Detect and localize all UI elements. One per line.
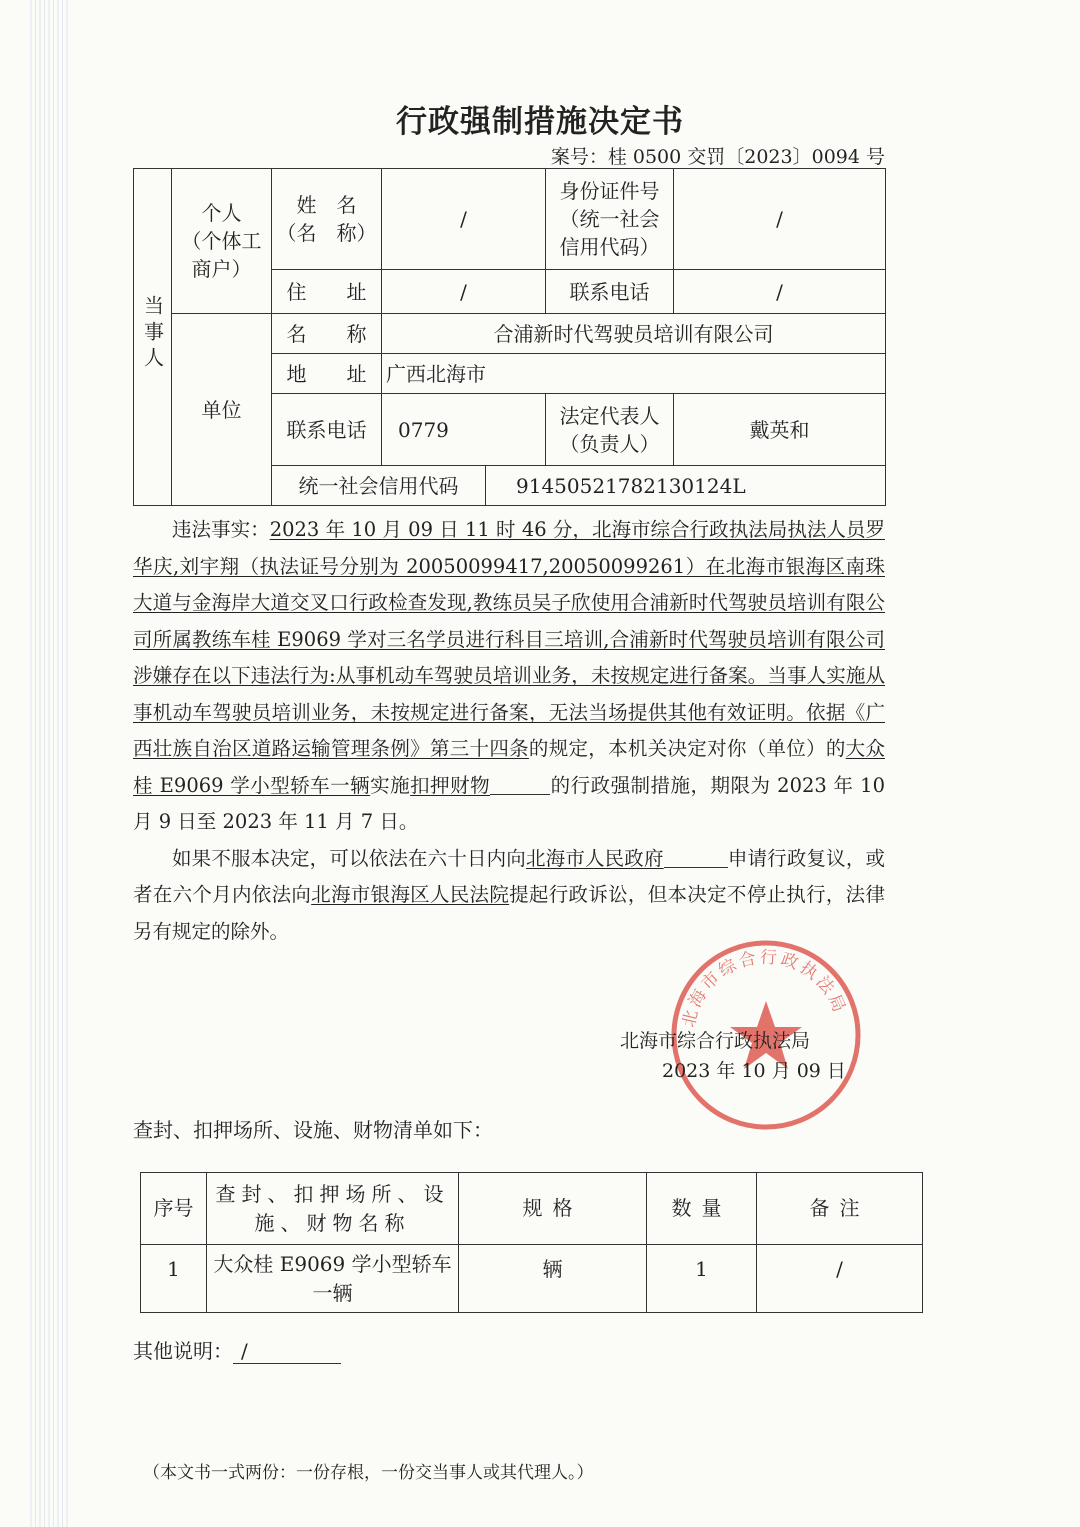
address-label: 住 址 — [272, 270, 382, 314]
issue-date: 2023 年 10 月 09 日 — [662, 1060, 846, 1082]
unit-phone-value: 0779 — [382, 394, 546, 466]
header-quantity: 数量 — [647, 1173, 757, 1245]
credit-code-value: 91450521782130124L — [486, 466, 886, 506]
footer-note: （本文书一式两份：一份存根，一份交当事人或其代理人。） — [143, 1463, 594, 1483]
header-index: 序号 — [141, 1173, 207, 1245]
review-authority: 北海市人民政府 — [525, 846, 664, 870]
legal-rep-value: 戴英和 — [674, 394, 886, 466]
cell-quantity: 1 — [647, 1245, 757, 1313]
unit-name-value: 合浦新时代驾驶员培训有限公司 — [382, 314, 886, 354]
remedy-text-2: 申请行政复议，或者在六个月内依法向 — [133, 846, 885, 906]
id-value: / — [674, 169, 886, 270]
individual-label: 个人 （个体工商户） — [172, 169, 272, 314]
unit-phone-label: 联系电话 — [272, 394, 382, 466]
issuer-name: 北海市综合行政执法局 — [620, 1030, 811, 1052]
other-label: 其他说明： — [133, 1339, 233, 1363]
address-value: / — [382, 270, 546, 314]
items-list-label: 查封、扣押场所、设施、财物清单如下： — [133, 1118, 493, 1142]
facts-implement-text: 实施 — [370, 773, 411, 797]
items-table — [140, 1172, 923, 1313]
facts-decision-text: 的规定，本机关决定对你（单位）的 — [528, 737, 846, 760]
unit-label: 单位 — [172, 314, 272, 506]
violation-facts — [133, 512, 885, 841]
cell-remark: / — [757, 1245, 923, 1313]
facts-label: 违法事实： — [172, 518, 270, 541]
unit-name-label: 名 称 — [272, 314, 382, 354]
measure-type: 扣押财物 — [410, 773, 491, 797]
unit-address-label: 地 址 — [272, 354, 382, 394]
seal-text: 北海市综合行政执法局 — [679, 947, 850, 1030]
phone-label: 联系电话 — [546, 270, 674, 314]
items-header-row — [141, 1173, 923, 1245]
phone-value: / — [674, 270, 886, 314]
name-label: 姓 名 （名 称） — [272, 169, 382, 270]
remedy-text-1: 如果不服本决定，可以依法在六十日内向 — [172, 846, 526, 870]
remedy-paragraph — [133, 841, 885, 951]
review-blank-line — [664, 847, 728, 868]
table-row — [141, 1245, 923, 1313]
header-spec: 规格 — [459, 1173, 647, 1245]
cell-index: 1 — [141, 1245, 207, 1313]
body-text — [133, 512, 885, 950]
header-remark: 备注 — [757, 1173, 923, 1245]
cell-spec: 辆 — [459, 1245, 647, 1313]
measure-blank-line — [490, 774, 550, 795]
other-notes — [133, 1335, 341, 1364]
cell-item-name: 大众桂 E9069 学小型轿车一辆 — [207, 1245, 459, 1313]
legal-rep-label: 法定代表人 （负责人） — [546, 394, 674, 466]
party-section-label: 当事人 — [134, 169, 172, 506]
id-label: 身份证件号 （统一社会信用代码） — [546, 169, 674, 270]
other-value: / — [233, 1339, 341, 1364]
credit-code-label: 统一社会信用代码 — [272, 466, 486, 506]
party-table — [133, 168, 886, 506]
scan-binding-edge — [30, 0, 70, 1527]
seized-object: 大众桂 E9069 学小型轿车一辆 — [133, 737, 885, 797]
unit-address-value: 广西北海市 — [382, 354, 886, 394]
document-title: 行政强制措施决定书 — [396, 104, 684, 140]
facts-period-text: 的行政强制措施，期限为 2023 年 10 月 9 日至 2023 年 11 月 7 日。 — [133, 773, 885, 833]
name-value: / — [382, 169, 546, 270]
remedy-text-3: 提起行政诉讼，但本决定不停止执行，法律另有规定的除外。 — [133, 883, 885, 943]
facts-text: 2023 年 10 月 09 日 11 时 46 分，北海市综合行政执法局执法人员罗华庆,刘宇翔（执法证号分别为 20050099417,20050099261）在北海市银海区南珠大道与金海岸大道交叉口行政检查发现,教练员吴子欣使用合浦新时代驾驶员培训有限公司所属教练车桂 E9069 学对三名学员进行科目三培训,合浦新时代驾驶员培训有限公司涉嫌存在以下违法行为:从事机动车驾驶员培训业务，未按规定进行备案。当事人实施从事机动车驾驶员培训业务，未按规定进行备案，无法当场提供其他有效证明。依据《广西壮族自治区道路运输管理条例》第三十四条 — [133, 518, 885, 760]
header-item-name: 查封、扣押场所、设施、财物名称 — [207, 1173, 459, 1245]
case-number: 案号：桂 0500 交罚〔2023〕0094 号 — [550, 146, 885, 168]
court-name: 北海市银海区人民法院 — [311, 883, 510, 906]
